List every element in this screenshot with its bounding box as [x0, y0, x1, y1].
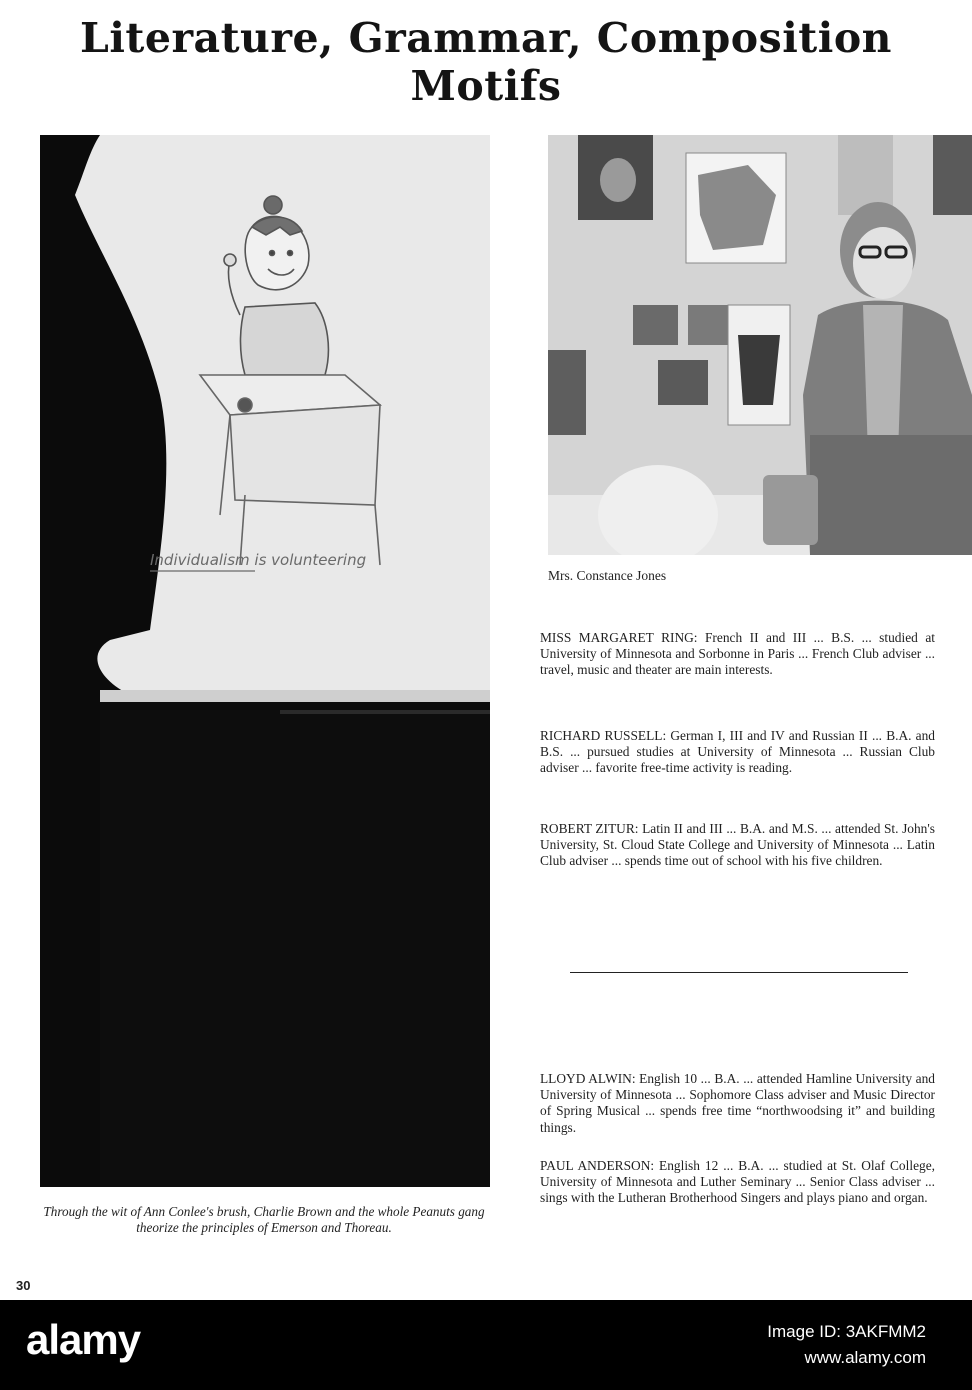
bio-paul-anderson: PAUL ANDERSON: English 12 ... B.A. ... studied at St. Olaf College, University of Minnesota and Luther Seminary ... Senior Class adviser ... sings with the Lutheran Brotherhood Singers and plays piano and organ. — [540, 1158, 935, 1206]
bio-robert-zitur: ROBERT ZITUR: Latin II and III ... B.A. and M.S. ... attended St. John's University, St. Cloud State College and University of Minnesota ... Latin Club adviser ... spends time out of school with his five children. — [540, 821, 935, 869]
page-title: Literature, Grammar, Composition Motifs — [80, 14, 892, 110]
site-url[interactable]: www.alamy.com — [804, 1348, 926, 1367]
bio-lloyd-alwin: LLOYD ALWIN: English 10 ... B.A. ... attended Hamline University and University of Minnesota ... Sophomore Class adviser and Music Director of Spring Musical ... spends free time “northwoodsing it” and building things. — [540, 1071, 935, 1135]
board-text: Individualism is volunteering — [150, 551, 367, 569]
teacher-photo — [548, 135, 972, 555]
image-id: Image ID: 3AKFMM2 — [767, 1322, 926, 1341]
drawing-photo — [40, 135, 490, 1187]
bio-richard-russell: RICHARD RUSSELL: German I, III and IV and Russian II ... B.A. and B.S. ... pursued studies at University of Minnesota ... Russian Club adviser ... favorite free-time activity is reading. — [540, 728, 935, 776]
watermark-banner — [0, 1300, 972, 1390]
bio-margaret-ring: MISS MARGARET RING: French II and III ... B.S. ... studied at University of Minnesota and Sorbonne in Paris ... French Club adviser ... travel, music and theater are main interests. — [540, 630, 935, 678]
teacher-caption: Mrs. Constance Jones — [548, 568, 667, 583]
section-divider — [570, 972, 908, 973]
alamy-logo: alamy — [26, 1316, 141, 1363]
drawing-caption: Through the wit of Ann Conlee's brush, Charlie Brown and the whole Peanuts gang theorize the principles of Emerson and Thoreau. — [43, 1204, 485, 1235]
page-number: 30 — [16, 1278, 31, 1293]
